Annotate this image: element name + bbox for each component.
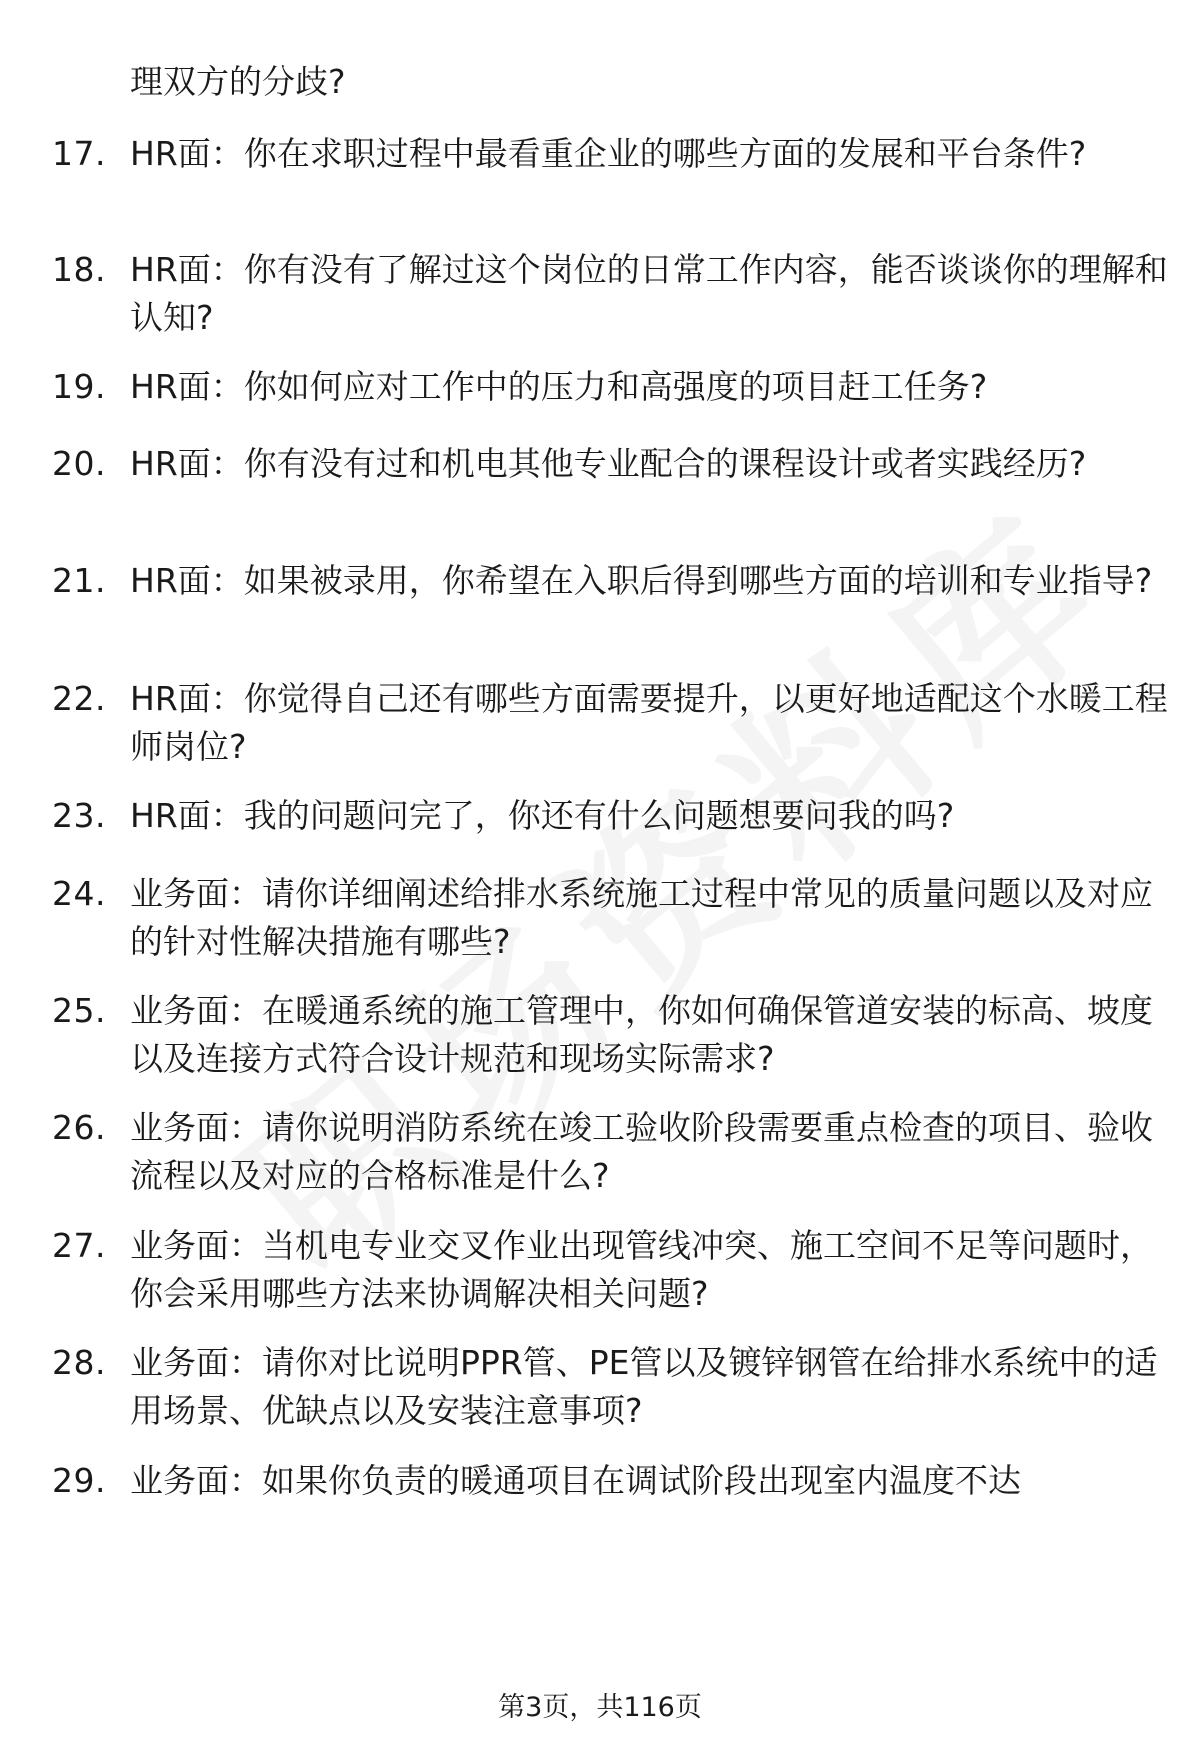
item-number: 21. xyxy=(52,561,106,600)
item-number: 28. xyxy=(52,1343,106,1382)
item-number: 29. xyxy=(52,1461,106,1500)
item-text: HR面：你在求职过程中最看重企业的哪些方面的发展和平台条件? xyxy=(130,134,1087,173)
item-number: 25. xyxy=(52,991,106,1030)
item-text: 业务面：当机电专业交叉作业出现管线冲突、施工空间不足等问题时，你会采用哪些方法来协调解决相关问题? xyxy=(130,1226,1153,1313)
item-number: 24. xyxy=(52,874,106,913)
continuation-line: 理双方的分歧? xyxy=(130,62,346,101)
item-text: 业务面：请你对比说明PPR管、PE管以及镀锌钢管在给排水系统中的适用场景、优缺点以及安装注意事项? xyxy=(130,1343,1158,1430)
item-number: 18. xyxy=(52,250,106,289)
item-number: 20. xyxy=(52,444,106,483)
item-number: 27. xyxy=(52,1226,106,1265)
item-text: 业务面：请你详细阐述给排水系统施工过程中常见的质量问题以及对应的针对性解决措施有哪些? xyxy=(130,874,1153,961)
item-text: HR面：你如何应对工作中的压力和高强度的项目赶工任务? xyxy=(130,367,988,406)
item-text: 业务面：请你说明消防系统在竣工验收阶段需要重点检查的项目、验收流程以及对应的合格标准是什么? xyxy=(130,1108,1153,1195)
item-text: HR面：你觉得自己还有哪些方面需要提升，以更好地适配这个水暖工程师岗位? xyxy=(130,679,1168,766)
item-number: 19. xyxy=(52,367,106,406)
item-text: HR面：你有没有过和机电其他专业配合的课程设计或者实践经历? xyxy=(130,444,1087,483)
item-number: 23. xyxy=(52,796,106,835)
item-text: 业务面：在暖通系统的施工管理中，你如何确保管道安装的标高、坡度以及连接方式符合设计规范和现场实际需求? xyxy=(130,991,1153,1078)
page-footer: 第3页，共116页 xyxy=(498,1692,702,1723)
item-text: HR面：如果被录用，你希望在入职后得到哪些方面的培训和专业指导? xyxy=(130,561,1153,600)
item-text: HR面：我的问题问完了，你还有什么问题想要问我的吗? xyxy=(130,796,955,835)
item-text: 业务面：如果你负责的暖通项目在调试阶段出现室内温度不达 xyxy=(130,1461,1021,1500)
item-number: 26. xyxy=(52,1108,106,1147)
item-number: 17. xyxy=(52,134,106,173)
item-text: HR面：你有没有了解过这个岗位的日常工作内容，能否谈谈你的理解和认知? xyxy=(130,250,1168,337)
item-number: 22. xyxy=(52,679,106,718)
